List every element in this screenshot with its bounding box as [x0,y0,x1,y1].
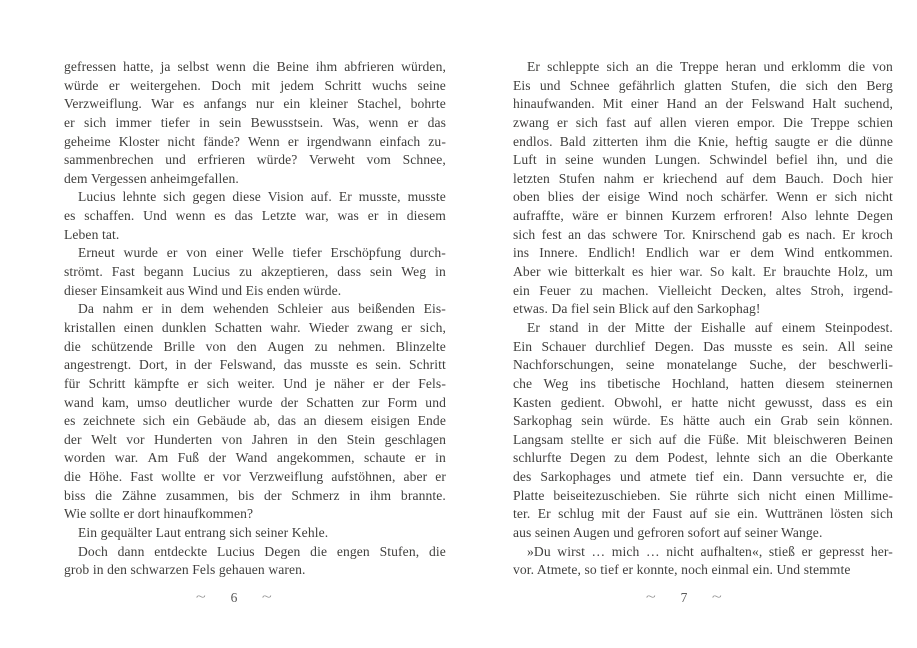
text-line: sammenbrechen und erfrieren würde? Verweht vom Schnee, [64,152,446,168]
text-line: würde er weitergehen. Doch mit jedem Schritt wuchs seine [64,77,446,93]
tilde-ornament-icon: ~ [195,590,206,605]
text-line: Wie sollte er dort hinaufkommen? [64,506,254,522]
text-line: Sarkophag sein würde. Es hätte auch ein Grab sein können. [513,413,893,429]
text-line: es zeichnete sich ein Gebäude ab, das an diesem eisigen Ende [64,413,446,429]
text-line: geheime Kloster nicht fände? Wenn er irgendwann einfach zu- [64,133,446,149]
text-line: des Sarkophages und atmete tief ein. Dann versuchte er, die [513,469,893,485]
text-line: Langsam stellte er sich auf die Füße. Mit bleischweren Beinen [513,431,893,447]
text-line: Leben tat. [64,226,120,242]
text-line: Ein Schauer durchlief Degen. Das musste es sein. All seine [513,338,893,354]
left-page-number: 6 [230,590,238,605]
text-line: hinaufwanden. Mit einer Hand an der Felswand Halt suchend, [513,96,893,112]
text-line: grob in den schwarzen Fels gehauen waren. [64,562,306,578]
text-line: oben blies der eisige Wind noch schärfer. Wenn er sich nicht [513,189,893,205]
text-line: strömt. Fast begann Lucius zu akzeptieren, dass sein Weg in [64,264,446,280]
left-page-footer [64,590,404,606]
text-line: angestrengt. Dort, in der Felswand, das musste es sein. Schritt [64,357,446,373]
paragraph [64,58,446,188]
tilde-ornament-icon: ~ [262,590,273,605]
text-line: worden war. Am Fuß der Wand angekommen, schaute er in [64,450,446,466]
text-line: Er stand in der Mitte der Eishalle auf einem Steinpodest. [527,319,893,335]
text-line: Platte beiseitezuschieben. Sie rührte sich nicht einen Millime- [513,487,893,503]
text-line: zwang er sich fast auf allen vieren empor. Die Treppe schien [513,114,893,130]
paragraph [64,188,446,244]
text-line: che Weg ins tibetische Hochland, hatten diesem steinernen [513,375,893,391]
text-line: schlurfte Degen zu dem Podest, lehnte sich an die Oberkante [513,450,893,466]
text-line: für Schritt kämpfte er sich weiter. Und je näher er der Fels- [64,375,446,391]
text-line: »Du wirst … mich … nicht aufhalten«, stieß er gepresst her- [527,543,893,559]
text-line: ter. Er schlug mit der Faust auf sie ein. Wuttränen lösten sich [513,506,893,522]
text-line: aus seinen Augen und gefroren sofort auf seiner Wange. [513,525,823,541]
text-line: Erneut wurde er von einer Welle tiefer Erschöpfung durch- [78,245,446,261]
text-line: letzten Stufen nahm er kriechend auf dem Bauch. Doch hier [513,170,893,186]
text-line: es schaffen. Und wenn es das Letzte war, was er in diesem [64,208,446,224]
text-line: dieser Einsamkeit aus Wind und Eis enden würde. [64,282,342,298]
text-line: kristallen einen dunklen Schatten wahr. Wieder zwang er sich, [64,319,446,335]
text-line: aufraffte, wäre er binnen Kurzem erfroren! Also lehnte Degen [513,208,893,224]
text-line: Er schleppte sich an die Treppe heran und erklomm die von [527,59,893,74]
text-line: ins Innere. Endlich! Endlich war er dem Wind entkommen. [513,245,893,261]
text-line: biss die Zähne zusammen, bis der Schmerz in ihm brannte. [64,487,446,503]
text-line: die schützende Brille von den Augen zu nehmen. Blinzelte [64,338,446,354]
text-line: sich fest an das schwere Tor. Knirschend gab es nach. Er kroch [513,226,893,242]
text-line: ein Feuer zu machen. Vielleicht Decken, altes Stroh, irgend- [513,282,893,298]
text-line: Eis und Schnee gefährlich glatten Stufen, die sich den Berg [513,77,893,93]
paragraph [513,319,893,543]
text-line: er sich immer tiefer in sein Bewusstsein. Was, wenn er das [64,114,446,130]
right-page-footer [513,590,855,606]
paragraph [64,244,446,300]
paragraph [513,543,893,580]
paragraph [64,300,446,524]
right-page-text [513,58,893,580]
paragraph [64,524,446,543]
text-line: gefressen hatte, ja selbst wenn die Beine ihm abfrieren würden, [64,59,446,74]
text-line: dem Vergessen anheimgefallen. [64,170,239,186]
text-line: Luft in seine wunden Lungen. Schwindel befiel ihn, und die [513,152,893,168]
paragraph [513,58,893,319]
text-line: Verzweiflung. War es anfangs nur ein kleiner Stachel, bohrte [64,96,446,112]
text-line: wand kam, umso deutlicher wurde der Schatten zur Form und [64,394,446,410]
paragraph [64,543,446,580]
text-line: der Welt vor Hunderten von Jahren in den Stein geschlagen [64,431,446,447]
text-line: Nachforschungen, seine monatelange Suche, der beschwerli- [513,357,893,373]
text-line: Lucius lehnte sich gegen diese Vision auf. Er musste, musste [78,189,446,205]
text-line: Doch dann entdeckte Lucius Degen die engen Stufen, die [78,543,446,559]
text-line: Da nahm er in dem wehenden Schleier aus beißenden Eis- [78,301,446,317]
text-line: etwas. Da fiel sein Blick auf den Sarkophag! [513,301,761,317]
text-line: vor. Atmete, so tief er konnte, noch einmal ein. Und stemmte [513,562,851,578]
right-page-number: 7 [680,590,688,605]
text-line: Kasten gedient. Obwohl, er hatte nicht gewusst, dass es ein [513,394,893,410]
text-line: Ein gequälter Laut entrang sich seiner Kehle. [78,525,329,541]
text-line: endlos. Bald zitterten ihm die Knie, heftig saugte er die dünne [513,133,893,149]
tilde-ornament-icon: ~ [712,590,723,605]
left-page-text [64,58,446,580]
text-line: die Höhe. Fast wollte er vor Verzweiflung aufstöhnen, aber er [64,469,446,485]
tilde-ornament-icon: ~ [645,590,656,605]
text-line: Aber wie bitterkalt es hier war. So kalt. Er brauchte Holz, um [513,264,893,280]
